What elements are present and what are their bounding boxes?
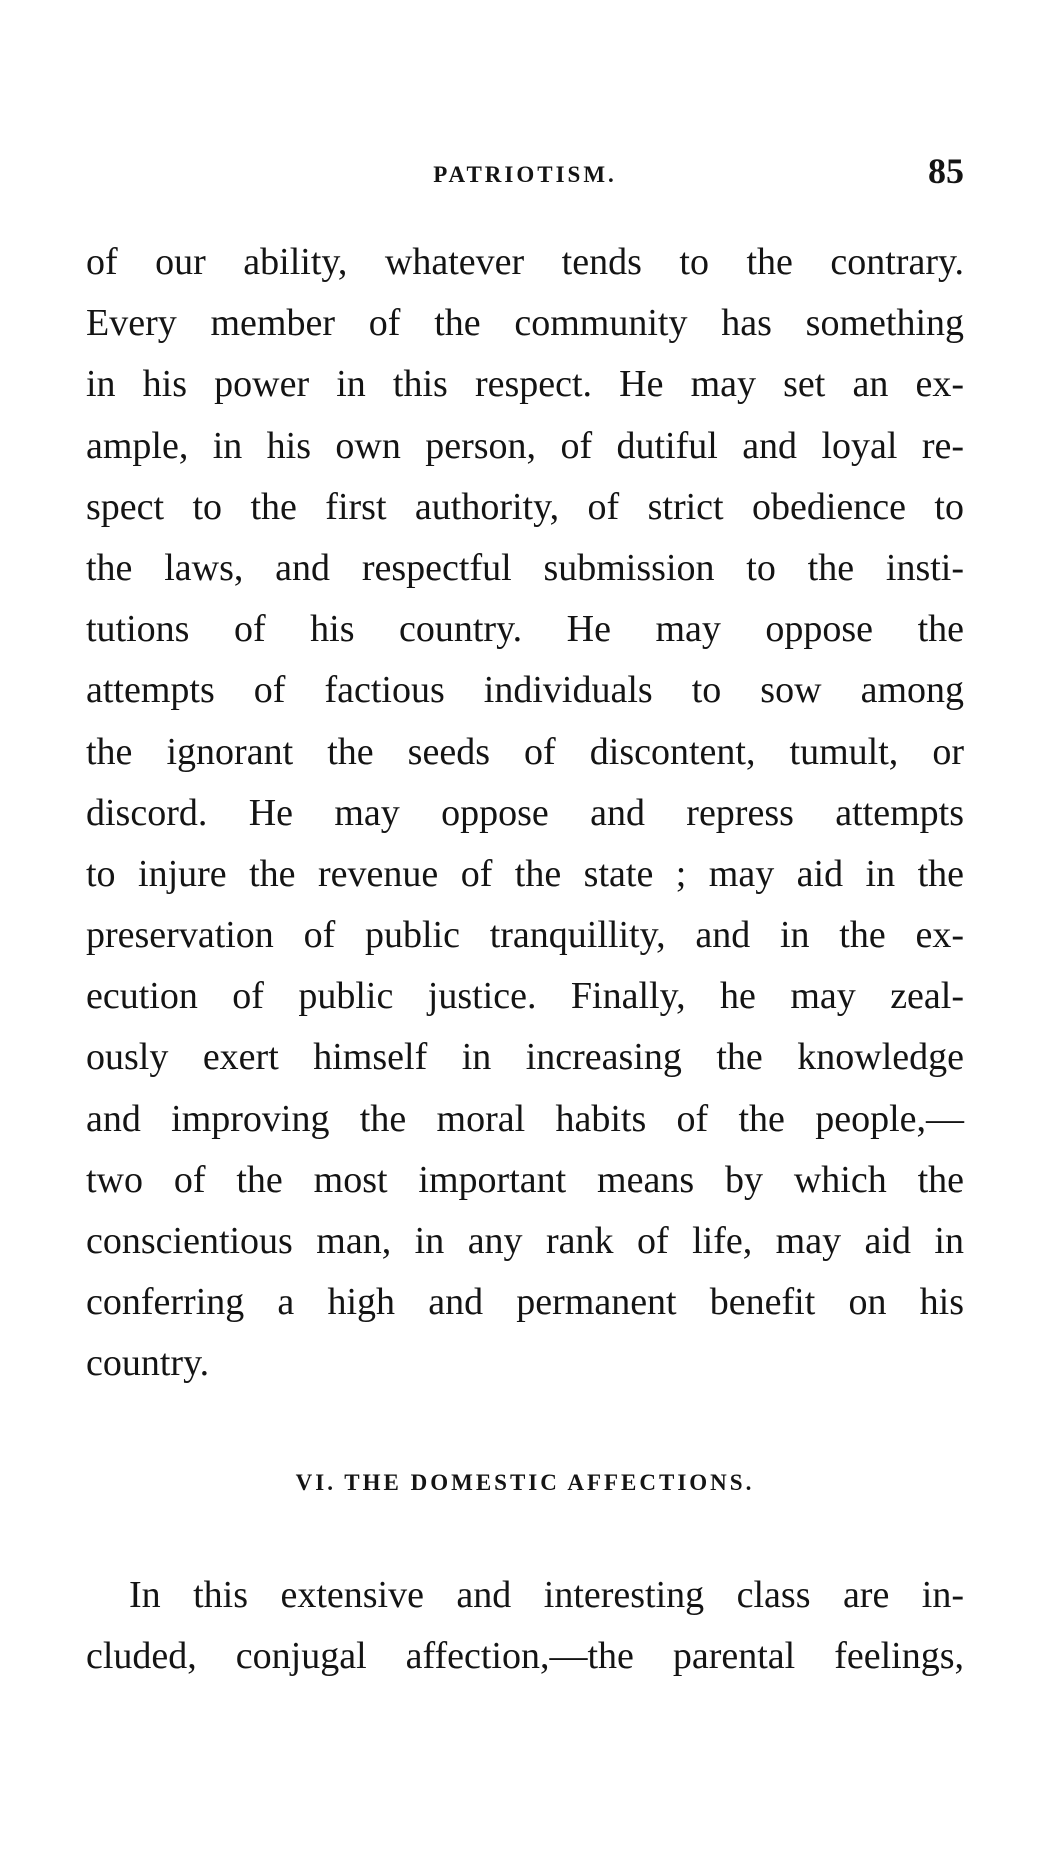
text-line: ously exert himself in increasing the knowledge — [86, 1036, 964, 1079]
text-line: country. — [86, 1342, 210, 1385]
text-line: discord. He may oppose and repress attempts — [86, 791, 964, 834]
running-title: PATRIOTISM. — [433, 162, 617, 187]
text-line: ample, in his own person, of dutiful and loyal re- — [86, 424, 964, 467]
text-line: to injure the revenue of the state ; may aid in the — [86, 852, 964, 895]
text-line: Every member of the community has something — [86, 302, 964, 345]
text-line: spect to the first authority, of strict obedience to — [86, 485, 964, 528]
text-line: and improving the moral habits of the people,— — [86, 1097, 964, 1140]
section-heading: VI. THE DOMESTIC AFFECTIONS. — [295, 1470, 755, 1495]
text-line: in his power in this respect. He may set an ex- — [86, 363, 964, 406]
running-head — [86, 152, 964, 192]
text-line: the laws, and respectful submission to the insti- — [86, 546, 964, 589]
text-line: cluded, conjugal affection,—the parental feelings, — [86, 1635, 964, 1678]
text-line: conscientious man, in any rank of life, may aid in — [86, 1220, 964, 1262]
page-number: 85 — [928, 151, 964, 191]
text-line: two of the most important means by which the — [86, 1158, 964, 1201]
text-line: ecution of public justice. Finally, he may zeal- — [86, 975, 964, 1018]
body-paragraph — [86, 232, 964, 1395]
text-line: In this extensive and interesting class are in- — [129, 1574, 964, 1616]
text-line: attempts of factious individuals to sow among — [86, 669, 964, 712]
section-paragraph — [86, 1565, 964, 1687]
text-line: tutions of his country. He may oppose the — [86, 608, 964, 651]
text-line: preservation of public tranquillity, and in the ex- — [86, 914, 964, 957]
text-line: conferring a high and permanent benefit on his — [86, 1281, 964, 1324]
text-line: the ignorant the seeds of discontent, tumult, or — [86, 730, 964, 773]
text-line: of our ability, whatever tends to the contrary. — [86, 241, 964, 283]
